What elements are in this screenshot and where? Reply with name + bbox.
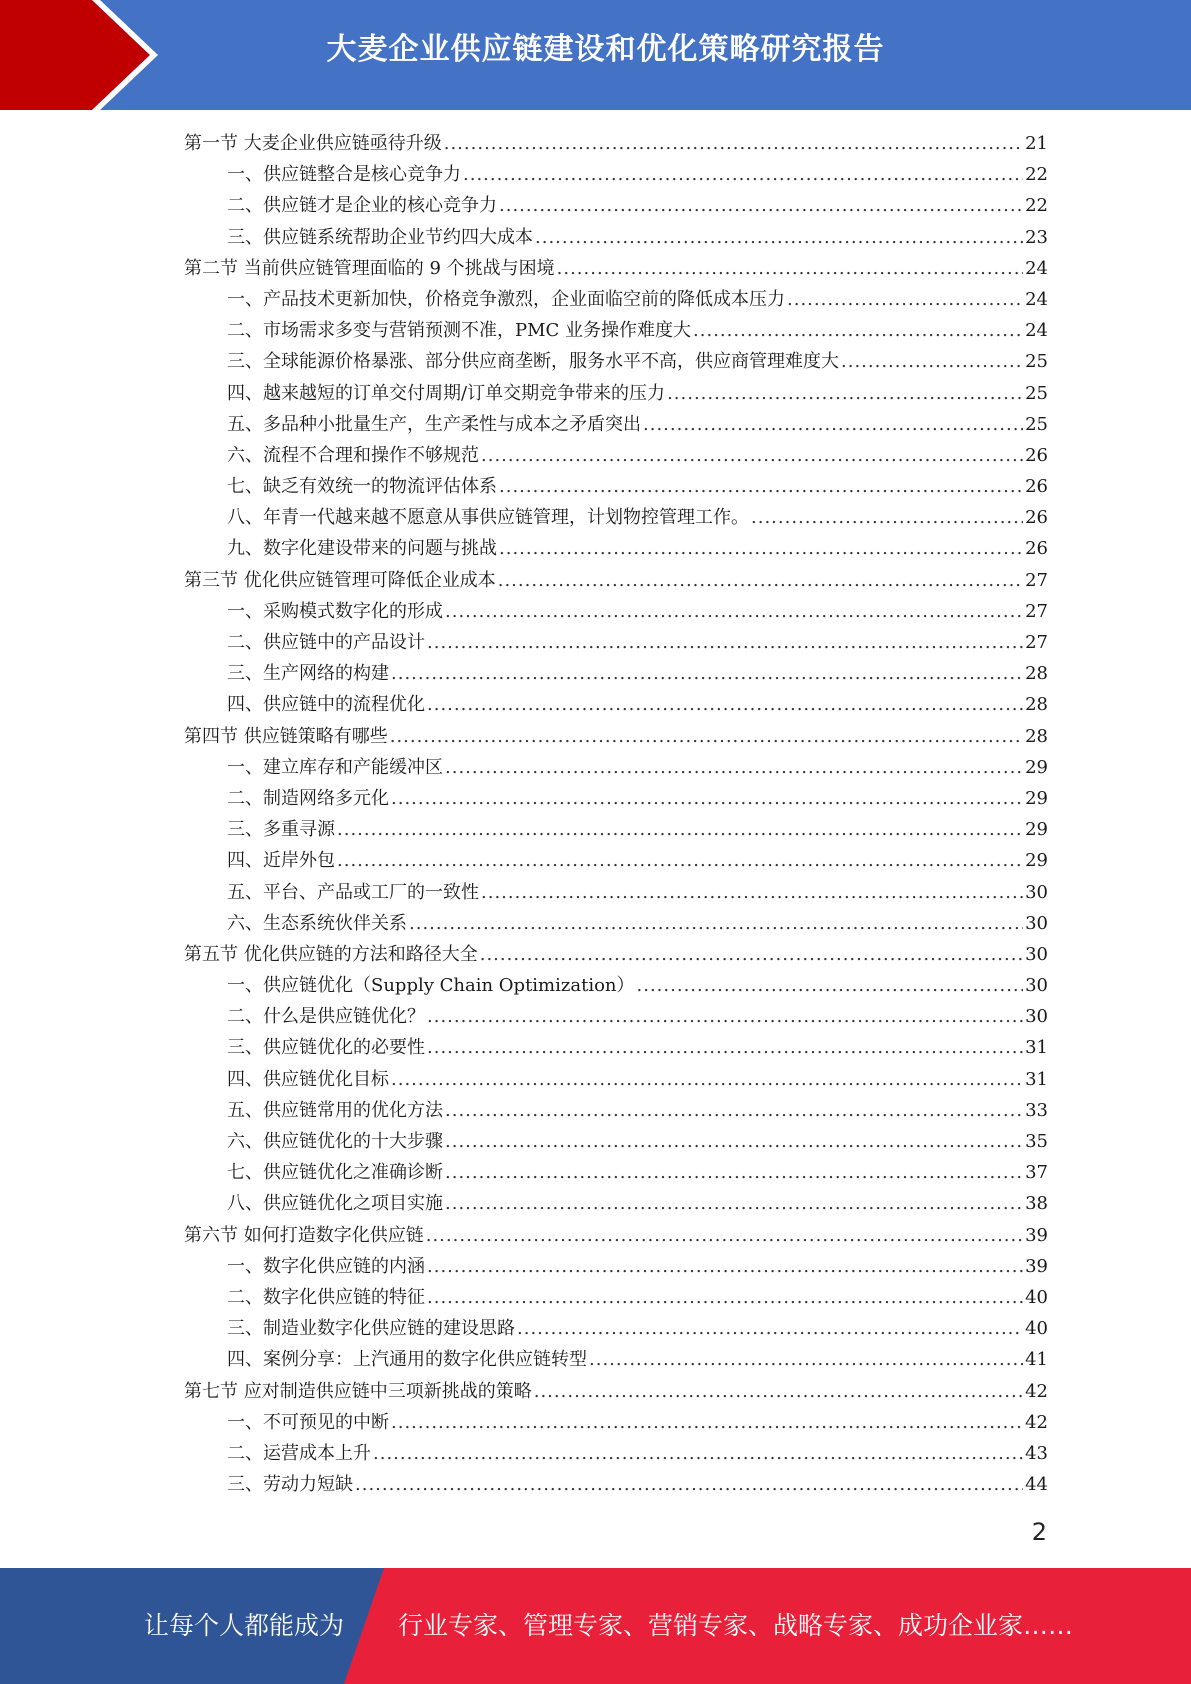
toc-entry-label: 四、越来越短的订单交付周期/订单交期竞争带来的压力 [227,382,666,404]
toc-dot-leader [445,1095,1023,1126]
toc-page-number: 28 [1025,694,1048,716]
toc-entry-label: 五、多品种小批量生产，生产柔性与成本之矛盾突出 [227,413,641,435]
toc-dot-leader [480,939,1023,970]
toc-entry-label: 三、劳动力短缺 [227,1474,353,1496]
toc-page-number: 42 [1025,1411,1048,1433]
toc-subsection-row[interactable] [184,315,1048,346]
toc-page-number: 30 [1025,1006,1048,1028]
toc-section-row[interactable] [184,128,1048,159]
toc-entry-label: 三、多重寻源 [227,819,335,841]
toc-page-number: 27 [1025,600,1048,622]
toc-page-number: 26 [1025,538,1048,560]
toc-entry-label: 四、近岸外包 [227,850,335,872]
toc-page-number: 25 [1025,382,1048,404]
toc-dot-leader [535,222,1023,253]
toc-page-number: 29 [1025,819,1048,841]
toc-entry-label: 一、供应链整合是核心竞争力 [227,164,461,186]
toc-subsection-row[interactable] [184,190,1048,221]
toc-dot-leader [373,1438,1023,1469]
toc-subsection-row[interactable] [184,877,1048,908]
toc-section-row[interactable] [184,939,1048,970]
toc-page-number: 25 [1025,351,1048,373]
toc-entry-label: 二、制造网络多元化 [227,787,389,809]
toc-dot-leader [643,409,1023,440]
toc-page-number: 30 [1025,881,1048,903]
toc-entry-label: 第六节 如何打造数字化供应链 [184,1224,424,1246]
toc-entry-label: 九、数字化建设带来的问题与挑战 [227,538,497,560]
toc-page-number: 44 [1025,1474,1048,1496]
toc-entry-label: 二、运营成本上升 [227,1442,371,1464]
toc-section-row[interactable] [184,565,1048,596]
toc-entry-label: 四、供应链优化目标 [227,1068,389,1090]
toc-dot-leader [498,565,1023,596]
toc-entry-label: 第一节 大麦企业供应链亟待升级 [184,133,442,154]
toc-section-row[interactable] [184,1220,1048,1251]
toc-section-row[interactable] [184,721,1048,752]
toc-subsection-row[interactable] [184,1032,1048,1063]
toc-dot-leader [445,1126,1023,1157]
toc-subsection-row[interactable] [184,596,1048,627]
toc-page-number: 42 [1025,1380,1048,1402]
footer-band [0,1568,1191,1684]
toc-entry-label: 二、数字化供应链的特征 [227,1286,425,1308]
toc-dot-leader [534,1376,1023,1407]
toc-page-number: 39 [1025,1224,1048,1246]
toc-entry-label: 一、产品技术更新加快，价格竞争激烈，企业面临空前的降低成本压力 [227,288,785,310]
toc-entry-label: 三、供应链优化的必要性 [227,1037,425,1059]
toc-entry-label: 第四节 供应链策略有哪些 [184,725,388,747]
toc-entry-label: 二、市场需求多变与营销预测不准，PMC 业务操作难度大 [227,320,692,342]
toc-page-number: 37 [1025,1162,1048,1184]
toc-entry-label: 一、不可预见的中断 [227,1411,389,1433]
toc-subsection-row[interactable] [184,627,1048,658]
toc-dot-leader [337,814,1023,845]
toc-entry-label: 一、供应链优化（Supply Chain Optimization） [227,975,635,997]
toc-subsection-row[interactable] [184,1407,1048,1438]
toc-entry-label: 第五节 优化供应链的方法和路径大全 [184,943,478,965]
toc-entry-label: 四、供应链中的流程优化 [227,694,425,716]
toc-dot-leader [589,1344,1023,1375]
toc-dot-leader [841,346,1023,377]
footer-slogan-left: 让每个人都能成为 [144,1611,345,1640]
toc-subsection-row[interactable] [184,1064,1048,1095]
toc-entry-label: 五、平台、产品或工厂的一致性 [227,881,479,903]
toc-page-number: 29 [1025,756,1048,778]
toc-dot-leader [787,284,1023,315]
toc-subsection-row[interactable] [184,1313,1048,1344]
toc-page-number: 35 [1025,1131,1048,1152]
toc-dot-leader [499,190,1023,221]
toc-dot-leader [637,970,1024,1001]
toc-subsection-row[interactable] [184,284,1048,315]
toc-page-number: 26 [1025,444,1048,466]
toc-dot-leader [427,1032,1023,1063]
toc-entry-label: 七、供应链优化之准确诊断 [227,1162,443,1184]
toc-subsection-row[interactable] [184,814,1048,845]
toc-page-number: 25 [1025,413,1048,435]
toc-subsection-row[interactable] [184,1469,1048,1500]
toc-page-number: 24 [1025,257,1048,279]
toc-page-number: 31 [1025,1037,1048,1059]
toc-dot-leader [499,471,1023,502]
toc-dot-leader [427,1001,1023,1032]
report-title: 大麦企业供应链建设和优化策略研究报告 [326,32,885,67]
toc-dot-leader [499,533,1023,564]
toc-subsection-row[interactable] [184,471,1048,502]
toc-section-row[interactable] [184,253,1048,284]
toc-entry-label: 八、供应链优化之项目实施 [227,1193,443,1215]
toc-dot-leader [481,877,1023,908]
toc-subsection-row[interactable] [184,440,1048,471]
toc-entry-label: 二、什么是供应链优化？ [227,1006,425,1028]
toc-subsection-row[interactable] [184,159,1048,190]
toc-subsection-row[interactable] [184,1282,1048,1313]
toc-page-number: 26 [1025,507,1048,529]
toc-entry-label: 三、生产网络的构建 [227,663,389,685]
toc-entry-label: 六、流程不合理和操作不够规范 [227,444,479,466]
toc-entry-label: 六、供应链优化的十大步骤 [227,1131,443,1152]
toc-dot-leader [445,752,1023,783]
toc-dot-leader [337,845,1023,876]
toc-entry-label: 三、全球能源价格暴涨、部分供应商垄断，服务水平不高，供应商管理难度大 [227,351,839,373]
toc-page-number: 22 [1025,164,1048,186]
toc-page-number: 30 [1025,943,1048,965]
toc-dot-leader [463,159,1023,190]
toc-subsection-row[interactable] [184,533,1048,564]
toc-page-number: 30 [1025,975,1048,997]
toc-subsection-row[interactable] [184,1095,1048,1126]
toc-entry-label: 三、制造业数字化供应链的建设思路 [227,1318,515,1340]
toc-dot-leader [355,1469,1023,1500]
toc-subsection-row[interactable] [184,409,1048,440]
toc-page-number: 21 [1025,133,1048,154]
toc-subsection-row[interactable] [184,1251,1048,1282]
toc-entry-label: 一、采购模式数字化的形成 [227,600,443,622]
toc-page-number: 22 [1025,195,1048,217]
table-of-contents [184,128,1048,1500]
toc-dot-leader [391,1407,1023,1438]
toc-entry-label: 一、建立库存和产能缓冲区 [227,756,443,778]
toc-entry-label: 三、供应链系统帮助企业节约四大成本 [227,226,533,248]
toc-page-number: 33 [1025,1099,1048,1121]
toc-dot-leader [693,315,1023,346]
toc-dot-leader [481,440,1023,471]
toc-dot-leader [517,1313,1023,1344]
toc-subsection-row[interactable] [184,222,1048,253]
toc-subsection-row[interactable] [184,783,1048,814]
page-number: 2 [1031,1518,1047,1546]
toc-page-number: 41 [1025,1349,1048,1371]
toc-page-number: 43 [1025,1442,1048,1464]
toc-subsection-row[interactable] [184,1188,1048,1219]
toc-page-number: 31 [1025,1068,1048,1090]
toc-entry-label: 七、缺乏有效统一的物流评估体系 [227,476,497,498]
toc-dot-leader [409,908,1023,939]
toc-subsection-row[interactable] [184,752,1048,783]
header-band [0,0,1191,110]
toc-dot-leader [444,128,1023,159]
toc-subsection-row[interactable] [184,346,1048,377]
toc-dot-leader [667,378,1023,409]
toc-dot-leader [390,721,1023,752]
toc-dot-leader [445,1157,1023,1188]
toc-page-number: 30 [1025,912,1048,934]
toc-entry-label: 二、供应链中的产品设计 [227,632,425,653]
toc-page-number: 40 [1025,1318,1048,1340]
toc-subsection-row[interactable] [184,1126,1048,1157]
toc-entry-label: 第三节 优化供应链管理可降低企业成本 [184,569,496,591]
toc-subsection-row[interactable] [184,1344,1048,1375]
toc-subsection-row[interactable] [184,689,1048,720]
toc-subsection-row[interactable] [184,658,1048,689]
toc-page-number: 39 [1025,1255,1048,1277]
toc-subsection-row[interactable] [184,908,1048,939]
toc-subsection-row[interactable] [184,845,1048,876]
toc-page-number: 26 [1025,476,1048,498]
toc-subsection-row[interactable] [184,502,1048,533]
footer-slogan-right: 行业专家、管理专家、营销专家、战略专家、成功企业家…… [398,1611,1074,1640]
toc-dot-leader [427,689,1023,720]
toc-page-number: 27 [1025,569,1048,591]
toc-page-number: 28 [1025,725,1048,747]
toc-page-number: 24 [1025,320,1048,342]
toc-page-number: 24 [1025,288,1048,310]
toc-page-number: 29 [1025,850,1048,872]
toc-dot-leader [391,783,1023,814]
toc-dot-leader [391,1064,1023,1095]
toc-dot-leader [557,253,1023,284]
toc-page-number: 40 [1025,1286,1048,1308]
toc-entry-label: 四、案例分享：上汽通用的数字化供应链转型 [227,1349,587,1371]
toc-subsection-row[interactable] [184,1001,1048,1032]
toc-entry-label: 第二节 当前供应链管理面临的 9 个挑战与困境 [184,257,555,279]
toc-entry-label: 第七节 应对制造供应链中三项新挑战的策略 [184,1380,532,1402]
toc-dot-leader [427,1251,1023,1282]
toc-dot-leader [427,1282,1023,1313]
toc-page-number: 29 [1025,787,1048,809]
toc-subsection-row[interactable] [184,1157,1048,1188]
toc-subsection-row[interactable] [184,1438,1048,1469]
toc-section-row[interactable] [184,1376,1048,1407]
toc-entry-label: 五、供应链常用的优化方法 [227,1099,443,1121]
toc-dot-leader [427,627,1023,658]
toc-subsection-row[interactable] [184,378,1048,409]
toc-dot-leader [426,1220,1023,1251]
toc-page-number: 38 [1025,1193,1048,1215]
toc-page-number: 27 [1025,632,1048,653]
toc-entry-label: 六、生态系统伙伴关系 [227,912,407,934]
toc-page-number: 28 [1025,663,1048,685]
toc-entry-label: 二、供应链才是企业的核心竞争力 [227,195,497,217]
toc-dot-leader [445,1188,1023,1219]
toc-dot-leader [445,596,1023,627]
toc-dot-leader [391,658,1023,689]
toc-entry-label: 八、年青一代越来越不愿意从事供应链管理，计划物控管理工作。 [227,507,749,529]
toc-dot-leader [751,502,1023,533]
toc-entry-label: 一、数字化供应链的内涵 [227,1255,425,1277]
toc-page-number: 23 [1025,226,1048,248]
toc-subsection-row[interactable] [184,970,1048,1001]
